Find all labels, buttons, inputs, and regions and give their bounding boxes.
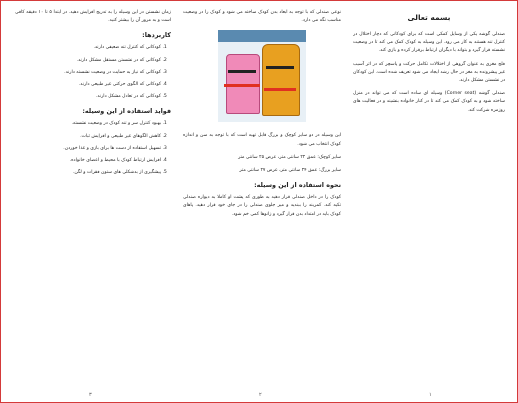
list-item: 2. کاهش الگوهای غیر طبیعی و افزایش ثبات. — [15, 133, 161, 141]
seat-strap — [228, 70, 256, 73]
section-heading: فواید استفاده از این وسیله: — [82, 107, 171, 116]
list-item: 2. کودکانی که در نشستن مستقل مشکل دارند. — [15, 57, 161, 65]
paragraph: این وسیله در دو سایز کوچک و بزرگ قابل تهیه است که با توجه به سن و اندازه کودک انتخاب می شود. — [183, 133, 341, 147]
list-item: 1. کودکانی که کنترل تنه ضعیفی دارند. — [15, 44, 161, 52]
list-item: 4. کودکانی که الگوی حرکتی غیر طبیعی دارند. — [15, 81, 161, 89]
corner-seat-photo — [218, 30, 306, 122]
paragraph: نوعی صندلی که با توجه به ابعاد بدن کودک ساخته می شود و کودک را در وضعیت مناسب نگه می دارد. — [183, 10, 341, 24]
paragraph: کودک را در داخل صندلی قرار دهید به طوری که پشت او کاملا به دیواره صندلی تکیه کند. کمربند را ببندید و میز جلوی صندلی را در جای خود قرار دهید. پاهای کودک باید در امتداد بدن قرار گیرد و زانوها کمی خم شود. — [183, 195, 341, 217]
left-column — [15, 9, 171, 388]
document-title: بسمه تعالی — [407, 13, 451, 22]
page-number: ۲ — [259, 392, 262, 398]
tray-bar — [224, 84, 260, 87]
list-item: 3. کودکانی که نیاز به حمایت در وضعیت نشسته دارند. — [15, 69, 161, 77]
paragraph: فلج مغزی به عنوان گروهی از اختلالات تکامل حرکت و پاسچر که در اثر آسیب غیر پیشرونده به مغز در حال رشد ایجاد می شود تعریف شده است. این کودکان در نشستن مشکل دارند. — [353, 61, 505, 84]
paragraph: زمان نشستن در این وسیله را به تدریج افزایش دهید. در ابتدا ۵ تا ۱۰ دقیقه کافی است و به مرور آن را بیشتر کنید. — [15, 10, 171, 24]
list-item: 5. کودکانی که در تعادل مشکل دارند. — [15, 93, 161, 101]
uses-list — [15, 44, 161, 101]
paragraph: صندلی گوشه (Corner seat) وسیله ای ساده است که می تواند در منزل ساخته شود و به کودک کمک می کند تا در کنار خانواده بنشیند و در فعالیت های روزمره شرکت کند. — [353, 91, 505, 113]
seat-strap — [266, 66, 294, 69]
middle-column — [183, 9, 341, 388]
list-item: 1. بهبود کنترل سر و تنه کودک در وضعیت نشسته. — [15, 120, 161, 128]
benefits-list — [15, 120, 161, 177]
size-large: سایز بزرگ: عمق ۲۴ سانتی متر، عرض ۲۷ سانتی متر — [239, 168, 341, 174]
paragraph: صندلی گوشه یکی از وسایل کمکی است که برای کودکانی که دچار اختلال در کنترل تنه هستند به کار می رود. این وسیله به کودک کمک می کند تا در وضعیت نشسته قرار گیرد و بتواند با دیگران ارتباط برقرار کرده و بازی کند. — [353, 32, 505, 54]
right-column — [353, 9, 505, 388]
page-number: ۳ — [89, 392, 92, 398]
section-heading: کاربردها: — [142, 31, 171, 40]
tray-bar — [264, 88, 296, 91]
section-heading: نحوه استفاده از این وسیله: — [254, 181, 341, 190]
photo-background — [218, 30, 306, 42]
list-item: 4. افزایش ارتباط کودک با محیط و اعضای خانواده. — [15, 157, 161, 165]
orange-corner-seat — [262, 44, 300, 116]
list-item: 3. تسهیل استفاده از دست ها برای بازی و غذا خوردن. — [15, 145, 161, 153]
size-small: سایز کوچک: عمق ۲۲ سانتی متر، عرض ۲۵ سانتی متر — [238, 154, 341, 160]
page-number: ۱ — [429, 392, 432, 398]
list-item: 5. پیشگیری از بدشکلی های ستون فقرات و لگن. — [15, 169, 161, 177]
